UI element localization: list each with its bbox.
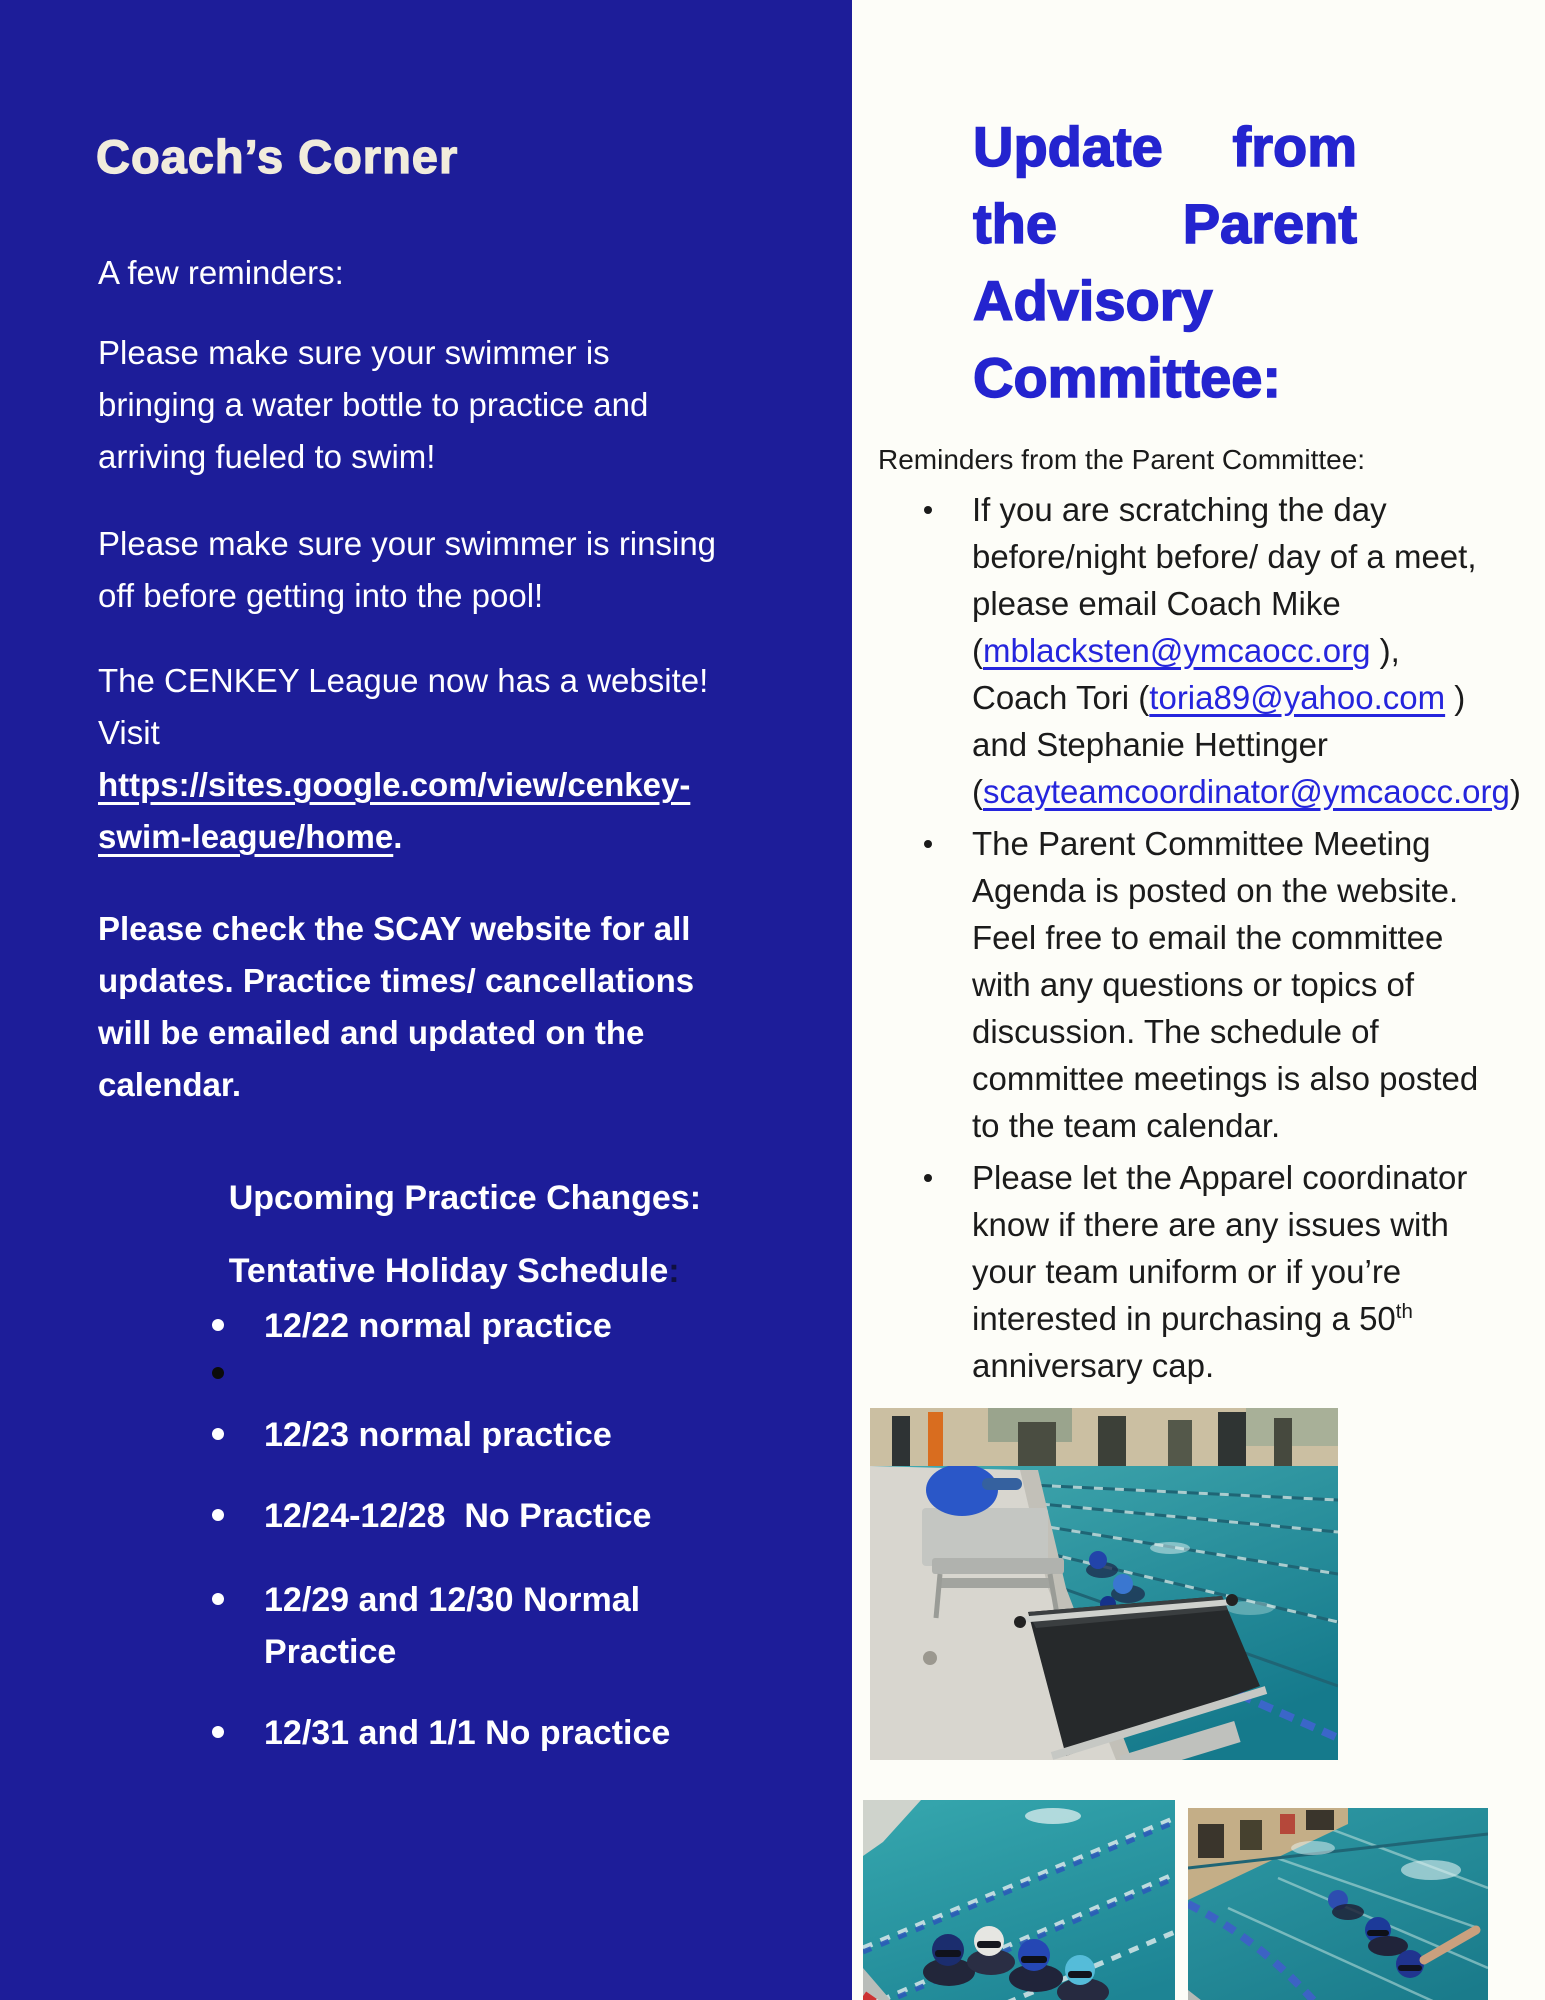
paragraph-rinse-off: Please make sure your swimmer is rinsing off before getting into the pool! <box>98 525 717 614</box>
subheading-upcoming-practice-changes: Upcoming Practice Changes: <box>228 1179 702 1217</box>
schedule-item-12-23: 12/23 normal practice <box>210 1409 670 1461</box>
paragraph-scay-website: Please check the SCAY website for all updates. Practice times/ cancellations will be emailed and updated on the calendar. <box>98 910 695 1103</box>
coach-mike-email-link[interactable]: mblacksten@ymcaocc.org <box>983 632 1371 669</box>
faint-colon: : <box>668 1252 680 1290</box>
link-period: . <box>393 818 403 855</box>
pool-photo-small-right <box>1188 1808 1488 2000</box>
bullet-meeting-agenda: The Parent Committee Meeting Agenda is posted on the website. Feel free to email the committee with any questions or topics of discussion. The schedule of committee meetings is also posted to the team calendar. <box>878 820 1500 1149</box>
subheading-tentative-holiday-schedule: Tentative Holiday Schedule: <box>228 1252 680 1290</box>
coach-tori-email-link[interactable]: toria89@yahoo.com <box>1149 679 1446 716</box>
paragraph-cenkey-website: The CENKEY League now has a website! Visit https://sites.google.com/view/cenkey- swim-league/home. <box>98 662 709 855</box>
holiday-schedule-list <box>210 1300 670 1788</box>
schedule-item-empty-black-bullet <box>210 1355 670 1393</box>
team-coordinator-email-link[interactable]: scayteamcoordinator@ymcaocc.org <box>983 773 1510 810</box>
reminders-intro: Reminders from the Parent Committee: <box>878 444 1366 475</box>
parent-committee-bullet-list <box>878 486 1521 1394</box>
schedule-item-12-24-12-28: 12/24-12/28 No Practice <box>210 1490 670 1542</box>
paragraph-few-reminders: A few reminders: <box>98 254 344 291</box>
bullet-apparel-coordinator: Please let the Apparel coordinator know if there are any issues with your team uniform or if you’re interested in purchasing a 50th anniversary cap. <box>878 1154 1500 1389</box>
pool-photo-large <box>870 1408 1338 1760</box>
paragraph-water-bottle: Please make sure your swimmer is bringing a water bottle to practice and arriving fueled to swim! <box>98 334 649 475</box>
coachs-corner-title: Coach’s Corner <box>96 130 459 183</box>
bullet-scratching-meet: If you are scratching the day before/night before/ day of a meet, please email Coach Mike (mblacksten@ymcaocc.org ), Coach Tori (toria89@yahoo.com ) and Stephanie Hettinger (scayteamcoordinator@ymcaocc.org) <box>878 486 1500 815</box>
ordinal-th: th <box>1395 1300 1413 1323</box>
schedule-item-12-29-12-30: 12/29 and 12/30 Normal Practice <box>210 1574 670 1678</box>
schedule-item-12-22: 12/22 normal practice <box>210 1300 670 1352</box>
pool-photo-small-left <box>863 1800 1175 2000</box>
schedule-item-12-31-1-1: 12/31 and 1/1 No practice <box>210 1707 670 1759</box>
parent-committee-title: Update from the Parent Advisory Committee: <box>973 115 1357 409</box>
cenkey-website-link[interactable]: https://sites.google.com/view/cenkey- swim-league/home <box>98 766 691 855</box>
